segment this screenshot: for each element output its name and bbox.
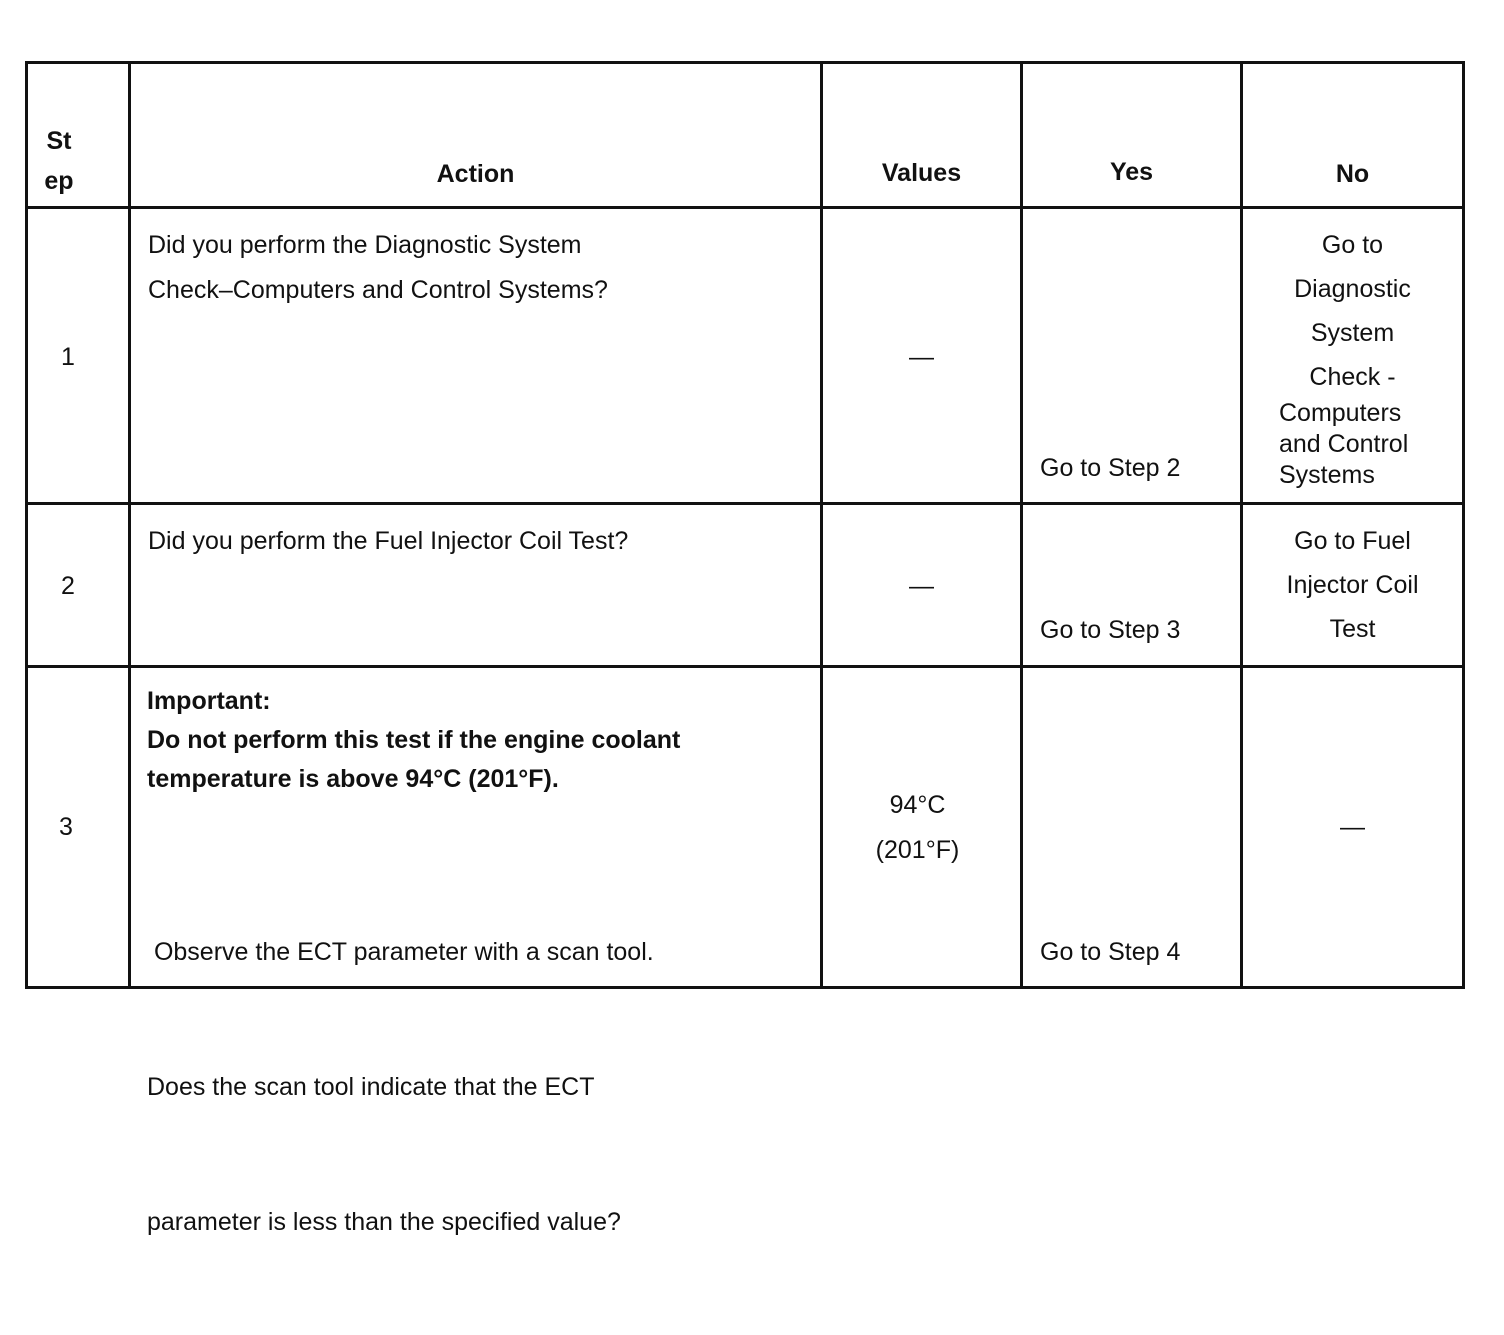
table-row: [27, 208, 1464, 504]
important-note: [147, 682, 680, 799]
action-line: parameter is less than the specified value?: [147, 1208, 621, 1236]
no-line: Injector Coil: [1286, 571, 1419, 599]
no-line: Check -: [1309, 363, 1396, 391]
no-line: and Control: [1279, 430, 1409, 458]
no-text: [1243, 519, 1462, 651]
important-label: Important:: [147, 687, 271, 715]
step-cell: [27, 667, 130, 988]
action-cell: [130, 208, 822, 504]
step-cell: [27, 208, 130, 504]
step-number: 3: [59, 813, 73, 841]
step-number: 1: [61, 343, 75, 371]
yes-cell: [1022, 208, 1242, 504]
header-row: [27, 63, 1464, 208]
header-action: [130, 63, 822, 208]
important-line: temperature is above 94°C (201°F).: [147, 765, 559, 793]
values-line: (201°F): [875, 836, 960, 864]
values-cell: [822, 208, 1022, 504]
action-cell: [130, 667, 822, 1236]
no-line: Go to Fuel: [1294, 527, 1411, 555]
header-step-label: St ep: [44, 127, 74, 195]
no-line: Systems: [1279, 461, 1375, 489]
table-row: [27, 667, 1464, 988]
values-line: 94°C: [889, 791, 946, 819]
values-cell: [822, 667, 1022, 988]
yes-cell: [1022, 504, 1242, 667]
action-text: [147, 840, 654, 1335]
important-line: Do not perform this test if the engine coolant: [147, 726, 681, 754]
yes-text: Go to Step 4: [1040, 938, 1181, 966]
step-number: 2: [61, 572, 75, 600]
action-cell: [130, 504, 822, 667]
table-row: [27, 504, 1464, 667]
values-text: —: [909, 343, 934, 371]
action-text: Did you perform the Fuel Injector Coil Test?: [148, 527, 629, 555]
no-line: System: [1310, 319, 1395, 347]
yes-text: Go to Step 2: [1040, 454, 1181, 482]
action-text: [148, 223, 608, 313]
no-cell: [1242, 667, 1464, 988]
header-no-label: No: [1335, 160, 1370, 188]
no-line: Diagnostic: [1294, 275, 1411, 303]
values-cell: [822, 504, 1022, 667]
values-text: —: [909, 572, 934, 600]
action-line: Observe the ECT parameter with a scan tool.: [147, 938, 654, 966]
diagnostic-table: [25, 61, 1465, 1236]
action-line: Check–Computers and Control Systems?: [148, 276, 608, 304]
action-line: Does the scan tool indicate that the ECT: [147, 1073, 595, 1101]
no-line: Computers: [1279, 399, 1402, 427]
yes-cell: [1022, 667, 1242, 988]
header-values-label: Values: [881, 159, 962, 187]
action-line: Did you perform the Diagnostic System: [148, 231, 582, 259]
no-line: Go to: [1321, 231, 1384, 259]
yes-text: Go to Step 3: [1040, 616, 1181, 644]
no-text: [1243, 223, 1462, 399]
step-cell: [27, 504, 130, 667]
no-line: Test: [1329, 615, 1376, 643]
header-action-label: Action: [436, 160, 515, 188]
no-cell: [1242, 208, 1464, 504]
no-text-continued: [1279, 398, 1408, 491]
no-cell: [1242, 504, 1464, 667]
header-yes: [1022, 63, 1242, 208]
no-text: —: [1340, 813, 1365, 841]
header-step: [27, 63, 130, 208]
header-yes-label: Yes: [1109, 158, 1154, 186]
values-text: [823, 783, 1012, 873]
header-values: [822, 63, 1022, 208]
header-no: [1242, 63, 1464, 208]
